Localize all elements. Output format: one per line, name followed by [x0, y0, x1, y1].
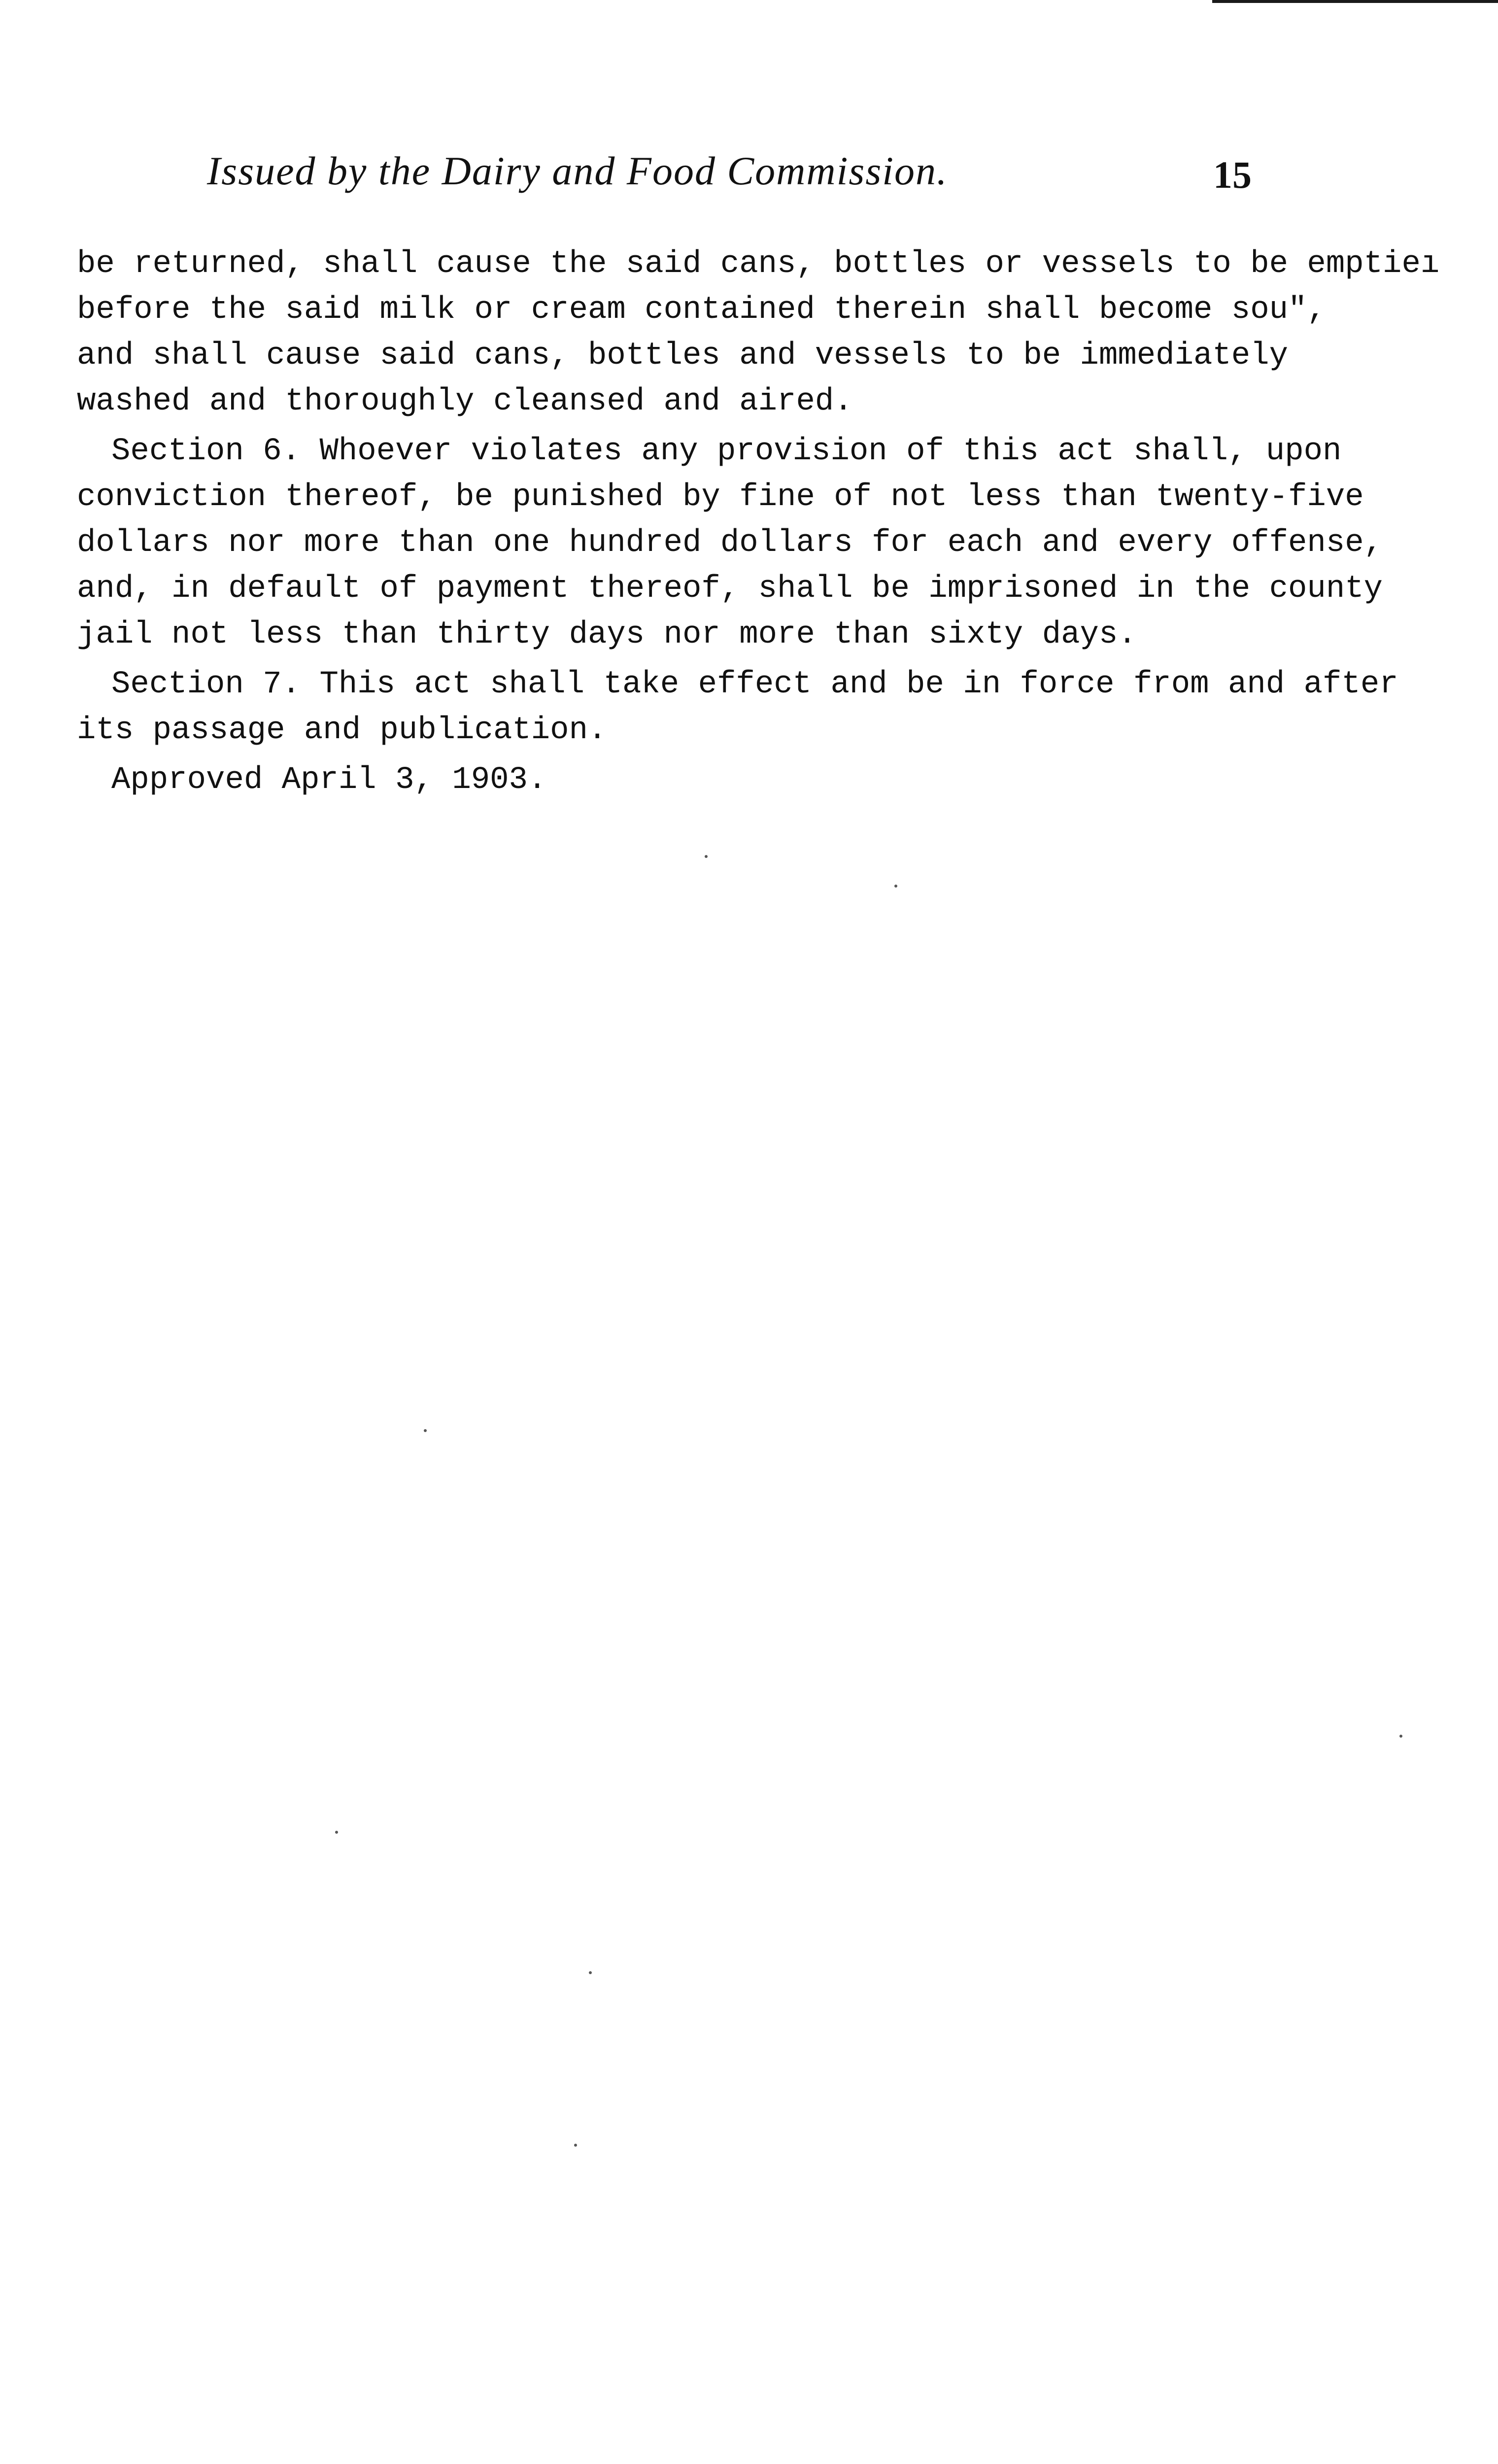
scan-speck — [705, 855, 708, 858]
body-text — [77, 241, 1440, 807]
text-line: and, in default of payment thereof, shall be imprisoned in the county — [77, 571, 1383, 607]
scan-edge-line — [1212, 0, 1498, 3]
text-line: and shall cause said cans, bottles and vessels to be immediately — [77, 338, 1288, 374]
scan-speck — [894, 885, 897, 888]
text-line: be returned, shall cause the said cans, bottles or vessels to be emptieı — [77, 246, 1440, 282]
text-line: Section 7. This act shall take effect and be in force from and after — [111, 667, 1398, 702]
page-header — [207, 148, 1252, 222]
scan-speck — [335, 1831, 338, 1834]
text-line: dollars nor more than one hundred dollars for each and every offense, — [77, 525, 1383, 561]
approval-date: Approved April 3, 1903. — [111, 762, 547, 798]
text-line: Section 6. Whoever violates any provision of this act shall, upon — [111, 434, 1342, 469]
text-line: conviction thereof, be punished by fine of not less than twenty-five — [77, 479, 1364, 515]
text-line: before the said milk or cream contained therein shall become souʺ, — [77, 292, 1326, 328]
paragraph-continuation — [77, 241, 1440, 425]
running-head: Issued by the Dairy and Food Commission. — [207, 148, 948, 193]
paragraph-approval — [77, 757, 1250, 803]
scan-speck — [424, 1429, 427, 1432]
paragraph-section-7 — [77, 662, 1398, 753]
scan-speck — [589, 1971, 592, 1974]
scan-speck — [574, 2144, 577, 2147]
page-number: 15 — [1213, 153, 1252, 196]
text-line: washed and thoroughly cleansed and aired. — [77, 384, 853, 419]
paragraph-section-6 — [77, 429, 1383, 658]
scan-speck — [1399, 1735, 1402, 1738]
text-line: its passage and publication. — [77, 713, 607, 748]
text-line: jail not less than thirty days nor more than sixty days. — [77, 617, 1137, 652]
